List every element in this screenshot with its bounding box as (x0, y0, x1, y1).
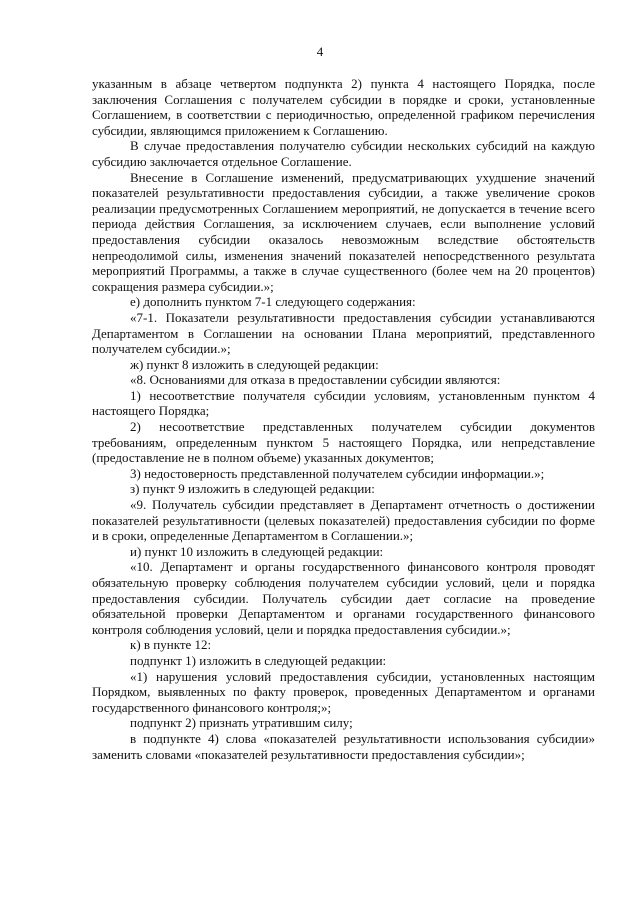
paragraph: подпункт 1) изложить в следующей редакции: (130, 652, 387, 668)
paragraph: «9. Получатель субсидии представляет в Департамент отчетность о достижении показателей результативности (целевых показателей) предоставления субсидии по форме и в сроки, определенные Департаментом в Соглашении.»; (92, 497, 595, 544)
paragraph: «1) нарушения условий предоставления субсидии, установленных настоящим Порядком, выявленных по факту проверок, проведенных Департаментом и органами государственного финансового контроля;»; (92, 668, 595, 715)
paragraph: и) пункт 10 изложить в следующей редакции: (130, 543, 384, 559)
paragraph: «10. Департамент и органы государственного финансового контроля проводят обязательную проверку соблюдения получателем субсидии условий, цели и порядка предоставления субсидии. Получатель субсидии дает согласие на проведение обязательной проверки Департаментом и органами государственного финансового контроля соблюдения условий, цели и порядка предоставления субсидии.»; (92, 559, 595, 637)
paragraph: В случае предоставления получателю субсидии нескольких субсидий на каждую субсидию заключается отдельное Соглашение. (92, 138, 595, 169)
paragraph: «7-1. Показатели результативности предоставления субсидии устанавливаются Департаментом в Соглашении на основании Плана мероприятий, представленного получателем субсидии.»; (92, 309, 595, 357)
paragraph: ж) пункт 8 изложить в следующей редакции: (130, 356, 379, 372)
paragraph: указанным в абзаце четвертом подпункта 2) пункта 4 настоящего Порядка, после заключения Соглашения с получателем субсидии в порядке и сроки, установленные Соглашением, в соответствии с периодичностью, определенной графиком перечисления субсидии, являющимся приложением к Соглашению. (92, 76, 595, 138)
paragraph: 1) несоответствие получателя субсидии условиям, установленным пунктом 4 настоящего Порядка; (92, 387, 595, 419)
paragraph: «8. Основаниями для отказа в предоставлении субсидии являются: (130, 372, 501, 388)
paragraph: к) в пункте 12: (130, 637, 212, 653)
page-number: 4 (316, 44, 324, 59)
paragraph: подпункт 2) признать утратившим силу; (130, 715, 353, 731)
document-body (92, 76, 595, 762)
paragraph: 3) недостоверность представленной получателем субсидии информации.»; (130, 465, 545, 481)
paragraph: 2) несоответствие представленных получателем субсидии документов требованиям, определенным пунктом 5 настоящего Порядка, или непредставление (предоставление не в полном объеме) указанных документов; (92, 419, 595, 466)
paragraph: в подпункте 4) слова «показателей результативности использования субсидии» заменить словами «показателей результативности предоставления субсидии»; (92, 730, 595, 762)
paragraph: Внесение в Соглашение изменений, предусматривающих ухудшение значений показателей результативности предоставления субсидии, а также увеличение сроков реализации предусмотренных Соглашением мероприятий, не допускается в течение всего периода действия Соглашения, за исключением случаев, если выполнение условий предоставления субсидии оказалось невозможным вследствие обстоятельств непреодолимой силы, изменения значений показателей непосредственного результата мероприятий Программы, а также в случае существенного (более чем на 20 процентов) сокращения размера субсидии.»; (92, 169, 595, 294)
paragraph: е) дополнить пунктом 7-1 следующего содержания: (130, 294, 416, 310)
paragraph: з) пункт 9 изложить в следующей редакции: (130, 481, 375, 497)
